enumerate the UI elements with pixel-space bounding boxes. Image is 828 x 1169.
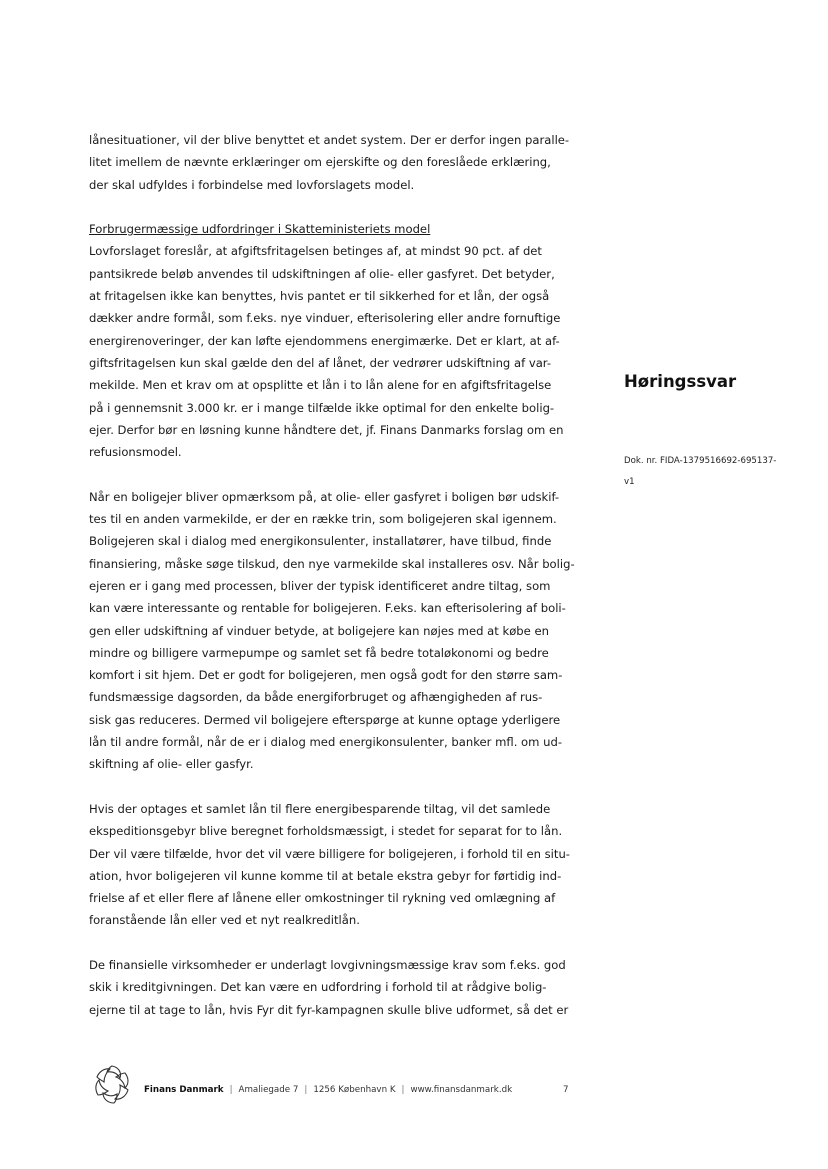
body-text-line: frielse af et eller flere af lånene eller omkostninger til rykning ved omlægning af xyxy=(89,891,556,906)
body-text-line: fundsmæssige dagsorden, da både energiforbruget og afhængigheden af rus- xyxy=(89,690,543,705)
body-text-line: Der vil være tilfælde, hvor det vil være billigere for boligejeren, i forhold til en situ- xyxy=(89,846,570,861)
document-number xyxy=(624,451,804,493)
body-text-line: mindre og billigere varmepumpe og samlet set få bedre totaløkonomi og bedre xyxy=(89,645,549,660)
body-text-line: ejerne til at tage to lån, hvis Fyr dit fyr-kampagnen skulle blive udformet, så det er xyxy=(89,1002,569,1017)
body-text-line: foranstående lån eller ved et nyt realkreditlån. xyxy=(89,913,360,928)
document-type-heading: Høringssvar xyxy=(624,372,737,391)
body-text-line: lån til andre formål, når de er i dialog med energikonsulenter, banker mfl. om ud- xyxy=(89,735,563,750)
section-heading: Forbrugermæssige udfordringer i Skatteministeriets model xyxy=(89,222,431,237)
paragraph-gap xyxy=(89,463,589,485)
body-text-line: Hvis der optages et samlet lån til flere energibesparende tiltag, vil det samlede xyxy=(89,801,551,816)
page-footer xyxy=(92,1063,592,1123)
body-text-line: lånesituationer, vil der blive benyttet et andet system. Der er derfor ingen paralle- xyxy=(89,133,570,147)
body-text-line: gen eller udskiftning af vinduer betyde, at boligejere kan nøjes med at købe en xyxy=(89,623,549,638)
body-text-line: der skal udfyldes i forbindelse med lovforslagets model. xyxy=(89,177,415,192)
footer-address: Finans Danmark | Amaliegade 7 | 1256 København K | www.finansdanmark.dk xyxy=(144,1085,513,1095)
body-text-line: at fritagelsen ikke kan benyttes, hvis pantet er til sikkerhed for et lån, der også xyxy=(89,289,550,304)
document-body xyxy=(89,129,589,1021)
body-text-line: på i gennemsnit 3.000 kr. er i mange tilfælde ikke optimal for den enkelte bolig- xyxy=(89,400,555,415)
body-text-line: Lovforslaget foreslår, at afgiftsfritagelsen betinges af, at mindst 90 pct. af det xyxy=(89,244,542,259)
body-text-line: ejer. Derfor bør en løsning kunne håndtere det, jf. Finans Danmarks forslag om en xyxy=(89,422,564,437)
footer-city: 1256 København K xyxy=(313,1085,396,1095)
body-text-line: mekilde. Men et krav om at opsplitte et lån i to lån alene for en afgiftsfritagelse xyxy=(89,378,552,393)
body-text-line: pantsikrede beløb anvendes til udskiftningen af olie- eller gasfyret. Det betyder, xyxy=(89,266,555,281)
body-text-line: komfort i sit hjem. Det er godt for boligejeren, men også godt for den større sam- xyxy=(89,668,563,683)
body-text-line: skiftning af olie- eller gasfyr. xyxy=(89,757,254,772)
body-text-line: De finansielle virksomheder er underlagt lovgivningsmæssige krav som f.eks. god xyxy=(89,957,566,972)
body-text-line: litet imellem de nævnte erklæringer om ejerskifte og den foreslåede erklæring, xyxy=(89,155,551,170)
paragraph-gap xyxy=(89,776,589,798)
document-number-line2: v1 xyxy=(624,477,635,487)
body-text-line: kan være interessante og rentable for boligejeren. F.eks. kan efterisolering af boli- xyxy=(89,601,566,616)
body-text-line: giftsfritagelsen kun skal gælde den del af lånet, der vedrører udskiftning af var- xyxy=(89,355,552,370)
body-text-line: finansiering, måske søge tilskud, den nye varmekilde skal installeres osv. Når bolig- xyxy=(89,556,575,571)
finans-danmark-logo-icon xyxy=(92,1063,132,1105)
body-text-line: ation, hvor boligejeren vil kunne komme til at betale ekstra gebyr for førtidig ind- xyxy=(89,868,562,883)
body-text-line: sisk gas reduceres. Dermed vil boligejere efterspørge at kunne optage yderligere xyxy=(89,712,561,727)
footer-org-name: Finans Danmark xyxy=(144,1085,224,1095)
footer-website-link[interactable]: www.finansdanmark.dk xyxy=(410,1085,513,1095)
document-number-line1: Dok. nr. FIDA-1379516692-695137- xyxy=(624,456,777,466)
paragraph-gap xyxy=(89,932,589,954)
body-text-line: dækker andre formål, som f.eks. nye vinduer, efterisolering eller andre fornuftige xyxy=(89,311,561,326)
body-text-line: ekspeditionsgebyr blive beregnet forholdsmæssigt, i stedet for separat for to lån. xyxy=(89,824,563,839)
paragraph-gap xyxy=(89,196,589,218)
footer-street: Amaliegade 7 xyxy=(238,1085,299,1095)
body-text-line: ejeren er i gang med processen, bliver der typisk identificeret andre tiltag, som xyxy=(89,578,551,593)
body-text-line: refusionsmodel. xyxy=(89,445,182,460)
body-text-line: tes til en anden varmekilde, er der en række trin, som boligejeren skal igennem. xyxy=(89,512,557,527)
body-text-line: energirenoveringer, der kan løfte ejendommens energimærke. Det er klart, at af- xyxy=(89,333,560,348)
page-number: 7 xyxy=(563,1085,569,1095)
body-text-line: Boligejeren skal i dialog med energikonsulenter, installatører, have tilbud, finde xyxy=(89,534,552,549)
body-text-line: Når en boligejer bliver opmærksom på, at olie- eller gasfyret i boligen bør udskif- xyxy=(89,489,560,504)
body-text-line: skik i kreditgivningen. Det kan være en udfordring i forhold til at rådgive bolig- xyxy=(89,980,547,995)
